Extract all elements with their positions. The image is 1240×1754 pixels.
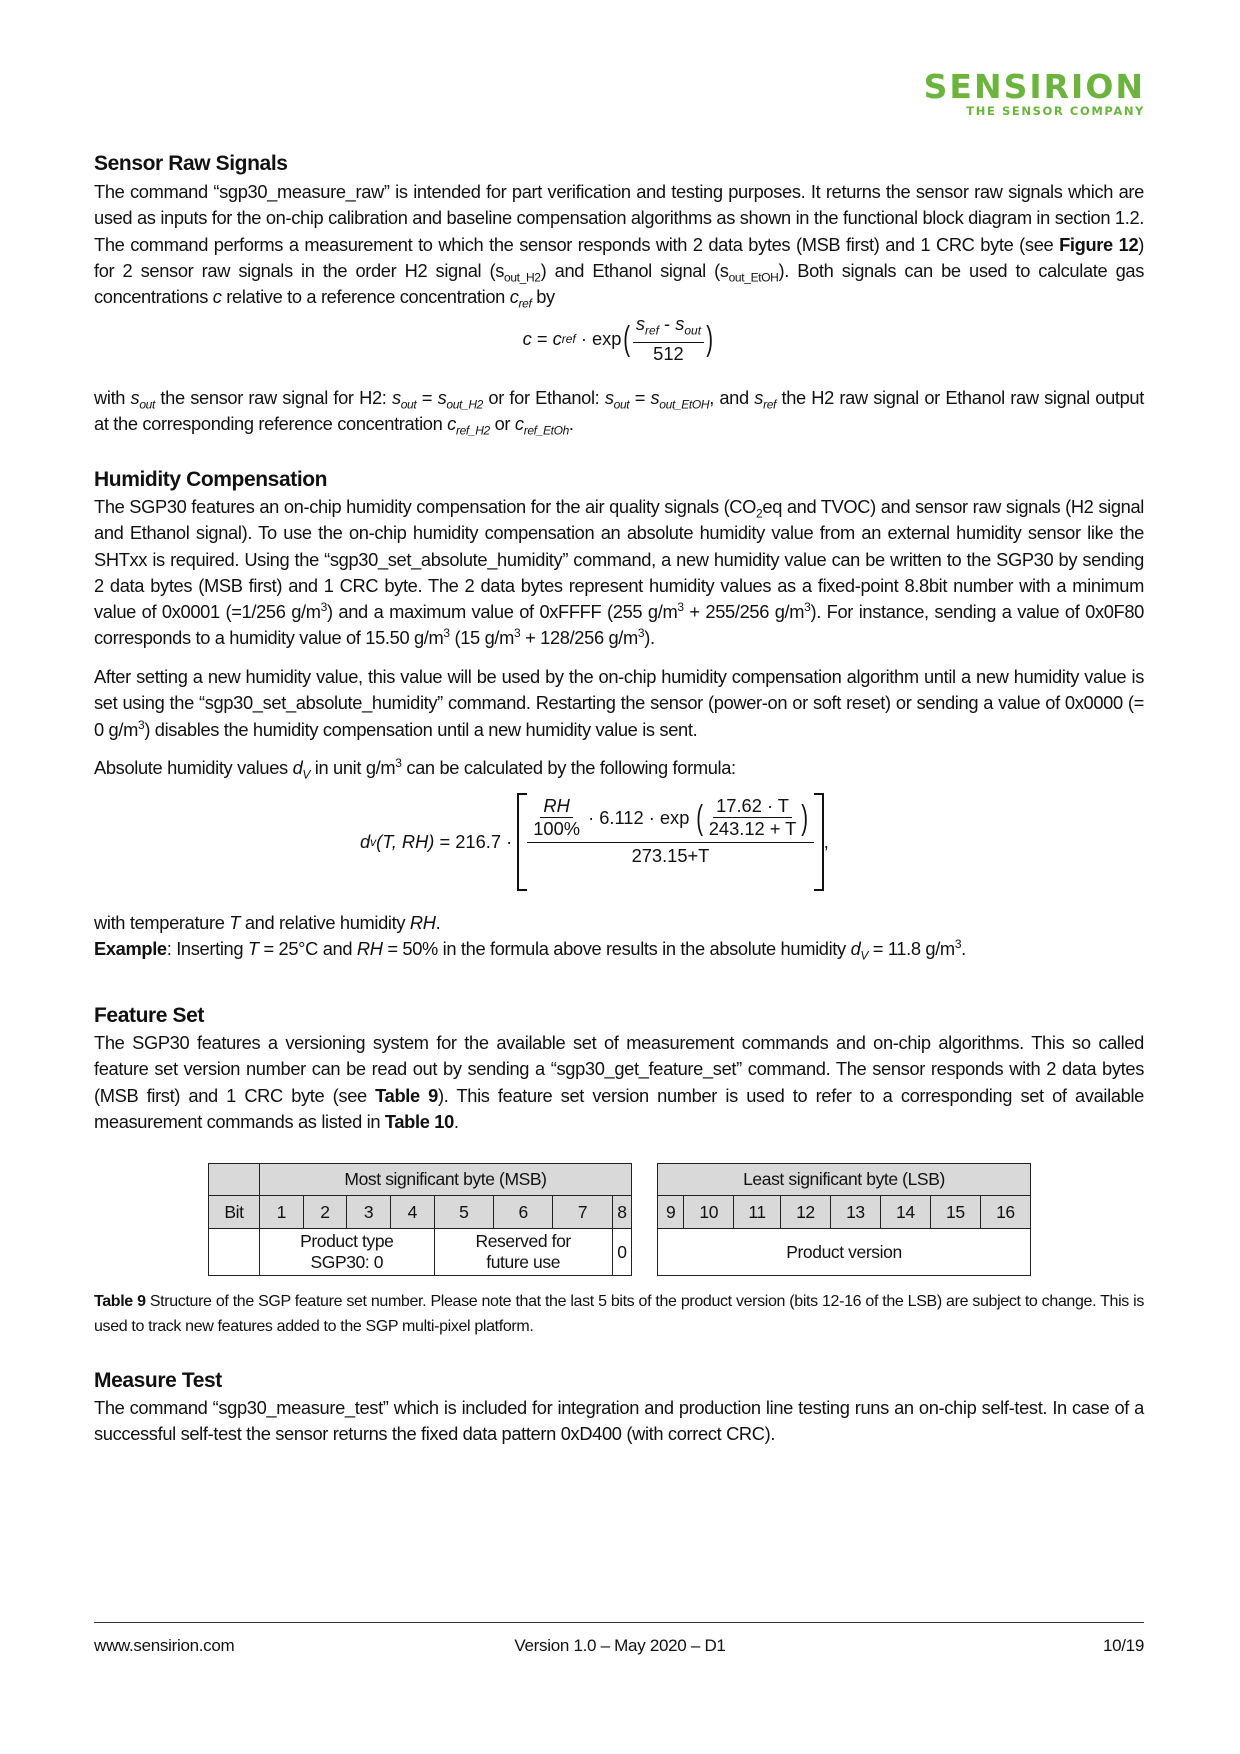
- logo-wordmark: SENSIRION: [923, 67, 1145, 106]
- text-run: c: [509, 286, 519, 308]
- table-9-caption: Table 9 Structure of the SGP feature set number. Please note that the last 5 bits of the product version (bits 12-16 of the LSB) are subject to change. This is used to track new features added to the SGP multi-pixel platform.: [94, 1293, 1144, 1335]
- text-run: s: [650, 387, 660, 408]
- bit-cell: 8: [612, 1196, 631, 1229]
- rh: RH: [540, 795, 572, 818]
- heading-measure-test: Measure Test: [94, 1369, 222, 1392]
- text-run: Figure 12: [1059, 233, 1139, 255]
- text-run: 3: [954, 936, 962, 951]
- text-run: 3: [443, 626, 450, 641]
- s-ref-sub: ref: [644, 323, 659, 338]
- heading-feature-set: Feature Set: [94, 1004, 204, 1027]
- lsb-header: Least significant byte (LSB): [658, 1164, 1031, 1196]
- text-run: out_H2: [504, 270, 541, 285]
- humidity-example: Example: Inserting T = 25°C and RH = 50% in the formula above results in the absolute humidity $d_V = 11.8$ $g/m^3$.: [94, 936, 966, 963]
- formula-c: c: [522, 327, 532, 349]
- text-run: d: [850, 938, 861, 959]
- text-run: 3: [804, 600, 811, 615]
- bit-cell: 4: [390, 1196, 434, 1229]
- text-run: ref_EtOh: [523, 423, 569, 438]
- text-run: V: [860, 948, 869, 963]
- formula-comma: ,: [823, 831, 829, 852]
- text-run: s: [754, 387, 764, 408]
- bit-cell: 12: [780, 1196, 830, 1229]
- footer-website[interactable]: www.sensirion.com: [94, 1636, 235, 1655]
- text-run: ref: [518, 296, 532, 311]
- text-run: out: [400, 397, 417, 412]
- formula-exp: · exp: [575, 327, 622, 349]
- formula-cref-sub: ref: [561, 331, 576, 346]
- inner-denominator: 243.12 + T: [708, 818, 797, 839]
- formula-denominator: 512: [653, 342, 684, 364]
- formula-cref: c: [552, 327, 562, 349]
- humidity-paragraph-2: After setting a new humidity value, this value will be used by the on-chip humidity compensation algorithm until a new humidity value is set using the “sgp30_set_absolute_humidity” command. Restarting the sensor (power-on or soft reset) or sending a value of 0x0000 (= 0 $g/m^3$) disables the humidity compensation until a new humidity value is sent.: [94, 666, 1144, 740]
- feature-paragraph: The SGP30 features a versioning system for the available set of measurement commands and on-chip algorithms. This so called feature set version number can be read out by sending a “sgp30_get_feature_set” command. The sensor responds with 2 data bytes (MSB first) and 1 CRC byte (see Table 9). This feature set version number is used to refer to a corresponding set of available measurement commands as listed in Table 10.: [94, 1032, 1144, 1132]
- reserved-cell: Reserved for future use: [434, 1229, 612, 1276]
- text-run: c: [447, 413, 456, 435]
- msb-table: [208, 1163, 632, 1276]
- formula-outer-fraction: $\frac{RH}{100\%}$ · 6.112 · exp ( $\frac{17.62 \cdot T}{243.12 + T}$ ) 273.15+T: [527, 795, 813, 889]
- bit-cell: 2: [303, 1196, 347, 1229]
- formula-eq: =: [531, 327, 553, 349]
- msb-header: Most significant byte (MSB): [260, 1164, 632, 1196]
- footer-divider: [94, 1622, 1144, 1623]
- text-run: Table 9: [94, 1293, 146, 1310]
- text-run: s: [391, 387, 401, 408]
- text-run: V: [302, 767, 311, 782]
- bit-cell: 9: [658, 1196, 684, 1229]
- bit-label: Bit: [209, 1196, 260, 1229]
- text-run: out_H2: [446, 397, 483, 412]
- formula-fraction: [633, 313, 704, 365]
- formula-d-sub: v: [370, 835, 377, 849]
- text-run: Table 9: [375, 1084, 438, 1106]
- text-run: 3: [637, 626, 645, 641]
- s-ref: s: [635, 313, 645, 334]
- bit-cell: 10: [684, 1196, 734, 1229]
- bit-cell: 11: [734, 1196, 781, 1229]
- text-run: RH: [409, 912, 436, 933]
- s-out-sub: out: [684, 323, 702, 338]
- raw-paragraph-2: with $s_{out}$ the sensor raw signal for H2: $s_{out} = s_{out\_H2}$ or for Ethanol: $s_{out} = s_{out\_EtOH}$, and $s_{ref}$ the H2 raw signal or Ethanol raw signal output at the corresponding reference concentration $c_{ref\_H2}$ or $c_{ref\_EtOh}$.: [94, 387, 1144, 438]
- bit-cell: 7: [553, 1196, 612, 1229]
- logo-tagline: THE SENSOR COMPANY: [966, 104, 1145, 118]
- heading-sensor-raw-signals: Sensor Raw Signals: [94, 152, 288, 175]
- raw-paragraph-1: The command “sgp30_measure_raw” is intended for part verification and testing purposes. It returns the sensor raw signals which are used as inputs for the on-chip calibration and baseline compensation algorithms as shown in the functional block diagram in section 1.2. The command performs a measurement to which the sensor responds with 2 data bytes (MSB first) and 1 CRC byte (see Figure 12) for 2 sensor raw signals in the order H2 signal $(s_{out\_H2})$ and Ethanol signal $(s_{out\_EtOH})$. Both signals can be used to calculate gas concentrations c relative to a reference concentration $c_{ref}$ by: [94, 181, 1145, 311]
- s-out: s: [675, 313, 685, 334]
- text-run: out: [139, 397, 155, 412]
- pct: 100%: [533, 818, 580, 839]
- text-run: out_EtOH: [659, 397, 710, 412]
- bit-cell: 6: [493, 1196, 552, 1229]
- text-run: RH: [356, 938, 383, 959]
- text-run: 3: [320, 600, 327, 615]
- bit-cell: 16: [980, 1196, 1030, 1229]
- bit8-value: 0: [612, 1229, 631, 1276]
- text-run: 3: [395, 755, 402, 770]
- humidity-paragraph-4: with temperature T and relative humidity RH.: [94, 912, 441, 933]
- text-run: T: [229, 912, 241, 933]
- humidity-paragraph-1: The SGP30 features an on-chip humidity compensation for the air quality signals ($CO_2eq$ and TVOC) and sensor raw signals (H2 signal and Ethanol signal). To use the on-chip humidity compensation an absolute humidity value from an external humidity sensor like the SHTxx is required. Using the “sgp30_set_absolute_humidity” command, a new humidity value can be written to the SGP30 by sending 2 data bytes (MSB first) and 1 CRC byte. The 2 data bytes represent humidity values as a fixed-point 8.8bit number with a minimum value of 0x0001 (=1/256 $g/m^3$) and a maximum value of 0xFFFF (255 $g/m^3 + 255/256$ $g/m^3$). For instance, sending a value of 0x0F80 corresponds to a humidity value of 15.50 $g/m^3$ (15 $g/m^3 + 128/256$ $g/m^3$).: [94, 496, 1145, 649]
- bit-cell: 3: [347, 1196, 391, 1229]
- text-run: 3: [137, 717, 145, 732]
- bit-cell: 15: [930, 1196, 980, 1229]
- text-run: 3: [677, 600, 684, 615]
- formula-concentration: c = c ref · exp ( $\frac{s_{ref} - s_{out}}{512}$ ): [522, 313, 714, 364]
- inner-numerator: 17.62 · T: [713, 795, 792, 818]
- measure-test-paragraph: The command “sgp30_measure_test” which is included for integration and production line testing runs an on-chip self-test. In case of a successful self-test the sensor returns the fixed data pattern 0xD400 (with correct CRC).: [94, 1397, 1144, 1445]
- text-run: ref: [763, 397, 777, 412]
- text-run: ref_H2: [455, 423, 490, 438]
- heading-humidity-compensation: Humidity Compensation: [94, 468, 328, 491]
- bit-cell: 14: [880, 1196, 930, 1229]
- text-run: s: [437, 387, 447, 408]
- bit-cell: 5: [434, 1196, 493, 1229]
- bit-cell: 13: [830, 1196, 880, 1229]
- text-run: Table 10: [384, 1110, 454, 1132]
- text-run: c: [212, 286, 222, 308]
- text-run: 2: [756, 506, 763, 521]
- text-run: Example: [94, 938, 167, 959]
- sensirion-logo: [905, 67, 1145, 118]
- product-version-cell: Product version: [658, 1229, 1031, 1276]
- formula-args: (T, RH): [376, 831, 435, 852]
- formula-d: d: [360, 831, 371, 852]
- footer-version: Version 1.0 – May 2020 – D1: [514, 1636, 726, 1655]
- formula-mid: · 6.112 · exp: [583, 806, 695, 828]
- minus: -: [658, 313, 676, 334]
- text-run: out: [613, 397, 630, 412]
- text-run: d: [292, 757, 303, 778]
- text-run: s: [604, 387, 614, 408]
- humidity-paragraph-3: Absolute humidity values $d_V$ in unit $g/m^3$ can be calculated by the following formula:: [94, 755, 736, 782]
- lsb-table: [657, 1163, 1031, 1276]
- text-run: out_EtOH: [728, 270, 779, 285]
- formula-coefficient: = 216.7 ·: [434, 831, 518, 852]
- product-type-cell: Product type SGP30: 0: [260, 1229, 435, 1276]
- text-run: 3: [514, 626, 521, 641]
- formula-absolute-humidity: [360, 793, 880, 891]
- text-run: s: [130, 387, 140, 408]
- text-run: c: [514, 413, 524, 435]
- outer-denominator: 273.15+T: [631, 845, 710, 866]
- footer-page-number: 10/19: [1102, 1636, 1144, 1655]
- bit-cell: 1: [260, 1196, 304, 1229]
- text-run: T: [247, 938, 259, 959]
